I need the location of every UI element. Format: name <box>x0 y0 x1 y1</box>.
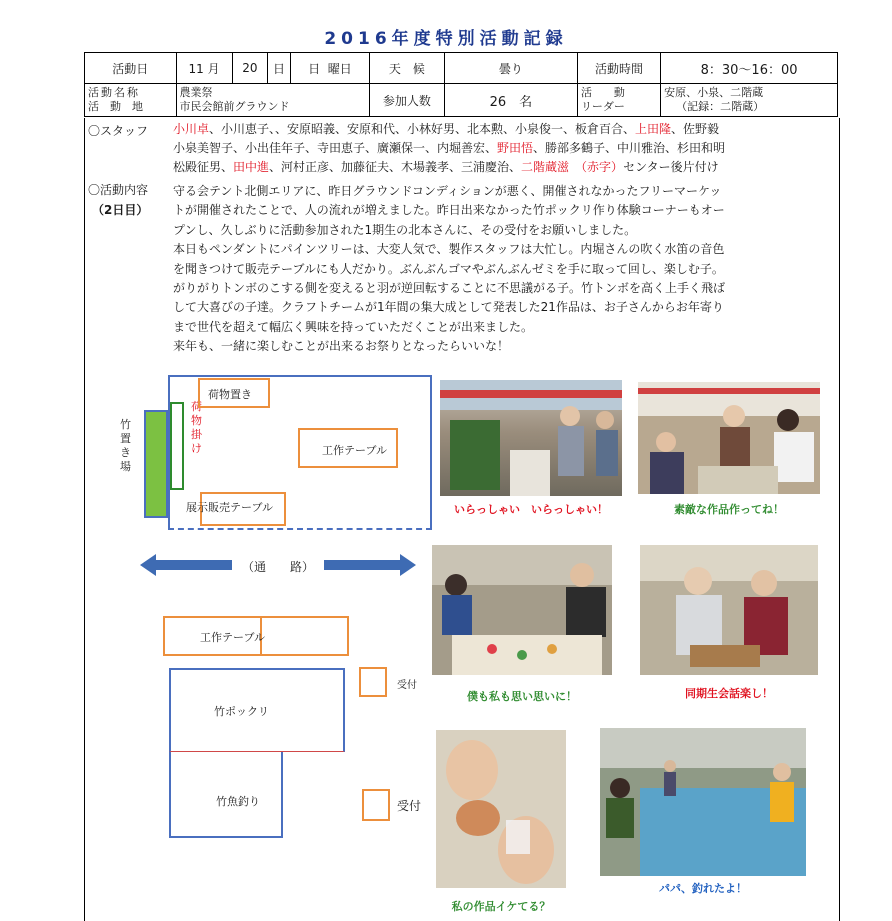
participants-label: 参加人数 <box>369 84 444 117</box>
content-line: を聞きつけて販売テーブルにも人だかり。ぶんぶんゴマやぶんぶんゼミを手に取って回し、楽しむ子。 <box>173 261 724 276</box>
name-place-label: 活動名称 活 動 地 <box>85 84 177 117</box>
work-table-2-label: 工作テーブル <box>200 631 266 644</box>
bamboo-pokkuri-label: 竹ポックリ <box>214 705 269 718</box>
photo-2 <box>638 382 820 494</box>
photo-2-caption: 素敵な作品作ってね！ <box>674 503 784 516</box>
work-table-label: 工作テーブル <box>322 444 388 457</box>
photo-6-image <box>600 728 806 876</box>
participants-value: 26 名 <box>444 84 577 117</box>
staff-name-segment: 松殿征男、 <box>173 160 234 174</box>
photo-3-image <box>432 545 612 675</box>
staff-name-segment: 小川卓 <box>173 122 210 136</box>
photo-1-image <box>440 380 622 496</box>
content-line: 本日もペンダントにパインツリーは、大変人気で、製作スタッフは大忙し。内堀さんの吹く水笛の音色 <box>173 242 725 257</box>
content-sublabel: （2日目） <box>92 203 149 217</box>
photo-1-caption: いらっしゃい いらっしゃい！ <box>454 503 608 516</box>
content-line: 守る会テント北側エリアに、昨日グラウンドコンディションが悪く、開催されなかったフリーマーケッ <box>173 184 722 198</box>
time-value: 8：30〜16：00 <box>661 53 838 84</box>
header-table <box>84 52 838 117</box>
month-cell: 11 月 <box>176 53 232 84</box>
content-line: トが開催されたことで、人の流れが増えました。昨日出来なかった竹ポックリ作り体験コーナーもオー <box>173 203 725 218</box>
passage-label: （通 路） <box>242 560 315 574</box>
staff-line-1 <box>173 120 719 139</box>
time-label: 活動時間 <box>577 53 660 84</box>
name-place-value: 農業祭 市民会館前グラウンド <box>176 84 369 117</box>
luggage-hook-area <box>170 402 184 490</box>
staff-name-segment: 田中進 <box>233 160 270 174</box>
staff-name-segment: 上田隆 <box>635 122 672 136</box>
document-title: 2016年度特別活動記録 <box>324 29 568 49</box>
reception-2-label: 受付 <box>397 799 422 813</box>
leader-label: 活 動 リーダー <box>577 84 660 117</box>
staff-name-segment: 二階蔵滋 （赤字） <box>521 160 624 174</box>
bamboo-storage-label: 竹置き場 <box>120 418 131 473</box>
leader-value: 安原、小泉、二階蔵 （記録：二階蔵） <box>661 84 838 117</box>
photo-6 <box>600 728 806 876</box>
staff-label: 〇スタッフ <box>88 124 149 138</box>
staff-name-segment: 野田悟 <box>497 141 534 155</box>
display-sale-label: 展示販売テーブル <box>186 501 274 514</box>
content-line: して大喜びの子達。クラフトチームが1年間の集大成として発表した21作品は、お子さんからお年寄り <box>173 300 724 315</box>
day-value: 20 <box>232 53 267 84</box>
weekday-cell: 日 曜日 <box>290 53 369 84</box>
reception-1-label: 受付 <box>397 680 417 691</box>
staff-name-segment: 、佐野毅 <box>671 122 720 136</box>
photo-2-image <box>638 382 820 494</box>
luggage-hook-label: 荷物掛け <box>191 400 202 455</box>
reception-1-box <box>359 667 387 697</box>
photo-1 <box>440 380 622 496</box>
photo-3-caption: 僕も私も思い思いに！ <box>467 690 577 703</box>
photo-5-image <box>436 730 566 888</box>
staff-name-segment: 、勝部多鶴子、中川雅治、杉田和明 <box>533 141 726 155</box>
photo-4 <box>640 545 818 675</box>
photo-5 <box>436 730 566 888</box>
content-line: まで世代を超えて幅広く興味を持っていただくことが出来ました。 <box>173 319 534 334</box>
photo-4-caption: 同期生会話楽し！ <box>685 687 773 700</box>
content-line: 来年も、一緒に楽しむことが出来るお祭りとなったらいいな！ <box>173 339 510 354</box>
photo-5-caption: 私の作品イケてる？ <box>451 900 551 913</box>
date-label: 活動日 <box>85 53 177 84</box>
day-unit: 日 <box>268 53 291 84</box>
photo-6-caption: パパ、釣れたよ！ <box>659 882 747 895</box>
weather-value: 曇り <box>444 53 577 84</box>
staff-name-segment: 、小川恵子、、安原昭義、安原和代、小林好男、北本勲、小泉俊一、板倉百合、 <box>209 122 636 136</box>
staff-line-2 <box>173 139 725 158</box>
photo-3 <box>432 545 612 675</box>
content-label: 〇活動内容 <box>88 183 149 197</box>
luggage-label: 荷物置き <box>208 388 252 401</box>
staff-name-segment: センター後片付け <box>623 160 719 174</box>
content-line: プンし、久しぶりに活動参加された1期生の北本さんに、その受付をお願いしました。 <box>173 222 637 237</box>
staff-name-segment: 、河村正彦、加藤征夫、木場義孝、三浦慶治、 <box>269 160 522 174</box>
content-line: がりがりトンボのこする側を変えると羽が逆回転することに不思議がる子。竹トンボを高く上手く飛ば <box>173 281 726 295</box>
staff-name-segment: 小泉美智子、小出佳年子、寺田恵子、廣瀬保一、内堀善宏、 <box>173 141 498 155</box>
bamboo-fishing-label: 竹魚釣り <box>216 795 260 808</box>
photo-4-image <box>640 545 818 675</box>
reception-2-box <box>362 789 390 821</box>
weather-label: 天 候 <box>369 53 444 84</box>
bamboo-storage-area <box>144 410 168 518</box>
staff-line-3 <box>173 158 719 177</box>
